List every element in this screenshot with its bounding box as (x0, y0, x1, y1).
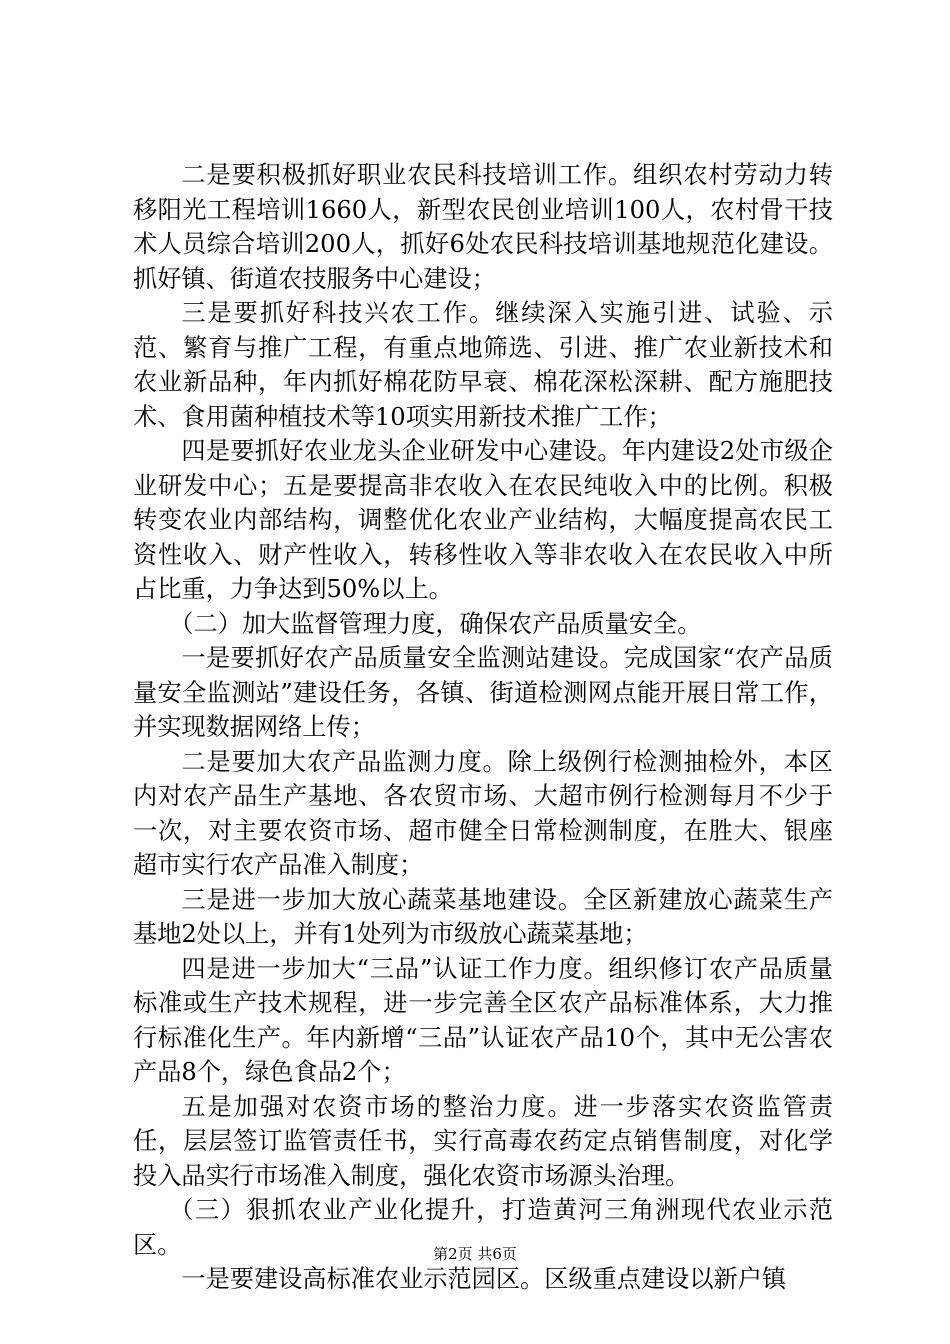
paragraph: 一是要建设高标准农业示范园区。区级重点建设以新户镇 (181, 1265, 787, 1293)
paragraph: 三是要抓好科技兴农工作。继续深入实施引进、试验、示范、繁育与推广工程，有重点地筛选、引进、推广农业新技术和农业新品种，年内抓好棉花防早衰、棉花深松深耕、配方施肥技术、食用菌种植技术等10项实用新技术推广工作； (133, 299, 833, 431)
paragraph: 一是要抓好农产品质量安全监测站建设。完成国家“农产品质量安全监测站”建设任务，各镇、街道检测网点能开展日常工作，并实现数据网络上传； (133, 644, 833, 741)
paragraph: 四是进一步加大“三品”认证工作力度。组织修订农产品质量标准或生产技术规程，进一步完善全区农产品标准体系，大力推行标准化生产。年内新增“三品”认证农产品10个，其中无公害农产品8个，绿色食品2个； (133, 954, 833, 1086)
paragraph: 二是要加大农产品监测力度。除上级例行检测抽检外，本区内对农产品生产基地、各农贸市场、大超市例行检测每月不少于一次，对主要农资市场、超市健全日常检测制度，在胜大、银座超市实行农产品准入制度； (133, 747, 833, 879)
section-heading: （二）加大监督管理力度，确保农产品质量安全。 (169, 609, 702, 638)
section-heading: （三）狠抓农业产业化提升，打造黄河三角洲现代农业示范区。 (133, 1196, 833, 1259)
page-footer: 第2页 共6页 (433, 1245, 517, 1263)
paragraph: 三是进一步加大放心蔬菜基地建设。全区新建放心蔬菜生产基地2处以上，并有1处列为市级放心蔬菜基地； (133, 885, 833, 948)
paragraph: 二是要积极抓好职业农民科技培训工作。组织农村劳动力转移阳光工程培训1660人，新型农民创业培训100人，农村骨干技术人员综合培训200人，抓好6处农民科技培训基地规范化建设。抓好镇、街道农技服务中心建设； (133, 161, 833, 293)
paragraph: 四是要抓好农业龙头企业研发中心建设。年内建设2处市级企业研发中心；五是要提高非农收入在农民纯收入中的比例。积极转变农业内部结构，调整优化农业产业结构，大幅度提高农民工资性收入、财产性收入，转移性收入等非农收入在农民收入中所占比重，力争达到50%以上。 (133, 437, 833, 603)
paragraph: 五是加强对农资市场的整治力度。进一步落实农资监管责任，层层签订监管责任书，实行高毒农药定点销售制度，对化学投入品实行市场准入制度，强化农资市场源头治理。 (133, 1092, 833, 1190)
document-body (133, 158, 833, 1297)
